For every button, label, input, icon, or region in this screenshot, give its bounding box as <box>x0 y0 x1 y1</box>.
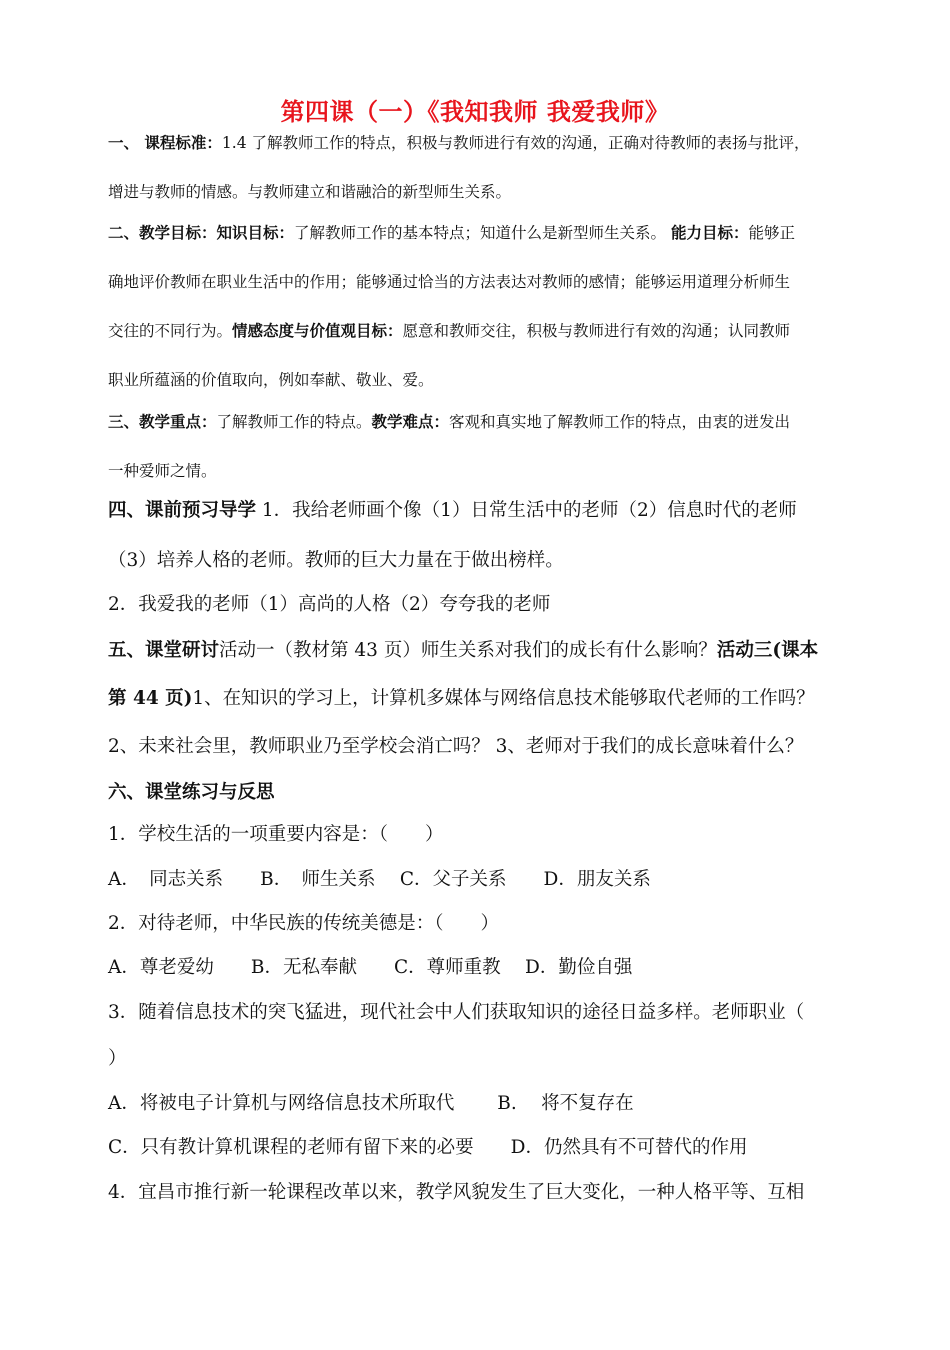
question-3-cont <box>108 1044 127 1070</box>
sec5-head: 五、课堂研讨 <box>108 640 220 661</box>
sec4-text2: （3）培养人格的老师。教师的巨大力量在于做出榜样。 <box>108 550 564 571</box>
sec2-line3 <box>108 319 790 341</box>
sec4-line1 <box>108 496 797 522</box>
difficulty-text2: 一种爱师之情。 <box>108 462 217 480</box>
question-2 <box>108 909 499 935</box>
question-1-options <box>108 865 651 891</box>
sec4-line2 <box>108 546 564 572</box>
sec2-line4 <box>108 368 434 390</box>
q3-options1-text: A．将被电子计算机与网络信息技术所取代 B. 将不复存在 <box>108 1093 634 1114</box>
sec2-line2 <box>108 270 790 292</box>
q2-text: 2．对待老师，中华民族的传统美德是：（ ） <box>108 913 500 934</box>
emotion-label: 情感态度与价值观目标： <box>232 321 403 340</box>
sec2-line1 <box>108 221 795 243</box>
sec5-text3: 2、未来社会里，教师职业乃至学校会消亡吗？ 3、老师对于我们的成长意味着什么？ <box>108 736 804 757</box>
page-title: 第四课（一）《我知我师 我爱我师》 <box>280 97 670 126</box>
sec5-line2 <box>108 684 815 710</box>
q1-options-text: A． 同志关系 B． 师生关系 C．父子关系 D．朋友关系 <box>108 869 651 890</box>
sec1-line1 <box>108 131 810 153</box>
ability-text2: 确地评价教师在职业生活中的作用；能够通过恰当的方法表达对教师的感情；能够运用道理分析师生 <box>108 273 791 291</box>
q1-text: 1．学校生活的一项重要内容是：（ ） <box>108 824 444 845</box>
sec4-line3 <box>108 590 550 616</box>
q2-options-text: A．尊老爱幼 B．无私奉献 C．尊师重教 D．勤俭自强 <box>108 957 633 978</box>
q4-line1-text: 4．宜昌市推行新一轮课程改革以来，教学风貌发生了巨大变化，一种人格平等、互相 <box>108 1182 805 1203</box>
sec4-head: 四、课前预习导学 <box>108 500 257 521</box>
difficulty-text1: 客观和真实地了解教师工作的特点，由衷的迸发出 <box>449 413 791 431</box>
question-1 <box>108 820 444 846</box>
question-3 <box>108 998 804 1024</box>
sec2-head: 二、教学目标： <box>108 223 217 242</box>
q3-line1-text: 3．随着信息技术的突飞猛进，现代社会中人们获取知识的途径日益多样。老师职业（ <box>108 1002 805 1023</box>
emotion-text1: 愿意和教师交往，积极与教师进行有效的沟通；认同教师 <box>402 322 791 340</box>
sec3-head: 三、教学重点： <box>108 412 217 431</box>
sec5-text1: 活动一（教材第 43 页）师生关系对我们的成长有什么影响？ <box>219 640 717 661</box>
q3-options2-text: C．只有教计算机课程的老师有留下来的必要 D．仍然具有不可替代的作用 <box>108 1137 748 1158</box>
sec3-line2 <box>108 459 217 481</box>
question-3-options-2 <box>108 1133 748 1159</box>
act3-label2: 第 44 页) <box>108 688 193 709</box>
act3-label1: 活动三(课本 <box>716 640 819 661</box>
sec3-line1 <box>108 410 790 432</box>
ability-label: 能力目标： <box>670 223 749 242</box>
sec1-head: 一、 课程标准： <box>108 133 222 152</box>
question-4 <box>108 1178 804 1204</box>
sec1-line2 <box>108 180 511 202</box>
question-3-options-1 <box>108 1089 634 1115</box>
ability-text1: 能够正 <box>748 224 796 242</box>
sec4-text1: 1．我给老师画个像（1）日常生活中的老师（2）信息时代的老师 <box>256 500 797 521</box>
question-2-options <box>108 953 632 979</box>
difficulty-label: 教学难点： <box>371 412 450 431</box>
sec6-head: 六、课堂练习与反思 <box>108 782 275 803</box>
key-text: 了解教师工作的特点。 <box>216 413 372 431</box>
knowledge-text: 了解教师工作的基本特点；知道什么是新型师生关系。 <box>294 224 667 242</box>
emotion-text2: 职业所蕴涵的价值取向，例如奉献、敬业、爱。 <box>108 371 434 389</box>
sec1-text1: 1.4 了解教师工作的特点，积极与教师进行有效的沟通，正确对待教师的表扬与批评， <box>221 134 810 152</box>
knowledge-label: 知识目标： <box>216 223 295 242</box>
sec1-text2: 增进与教师的情感。与教师建立和谐融洽的新型师生关系。 <box>108 183 512 201</box>
sec5-line3 <box>108 732 803 758</box>
sec5-text2: 1、在知识的学习上，计算机多媒体与网络信息技术能够取代老师的工作吗？ <box>192 688 815 709</box>
ability-text3: 交往的不同行为。 <box>108 322 233 340</box>
q3-line2-text: ） <box>108 1048 127 1069</box>
sec6-line-head <box>108 778 275 804</box>
sec5-line1 <box>108 636 818 662</box>
sec4-text3: 2．我爱我的老师（1）高尚的人格（2）夸夸我的老师 <box>108 594 551 615</box>
